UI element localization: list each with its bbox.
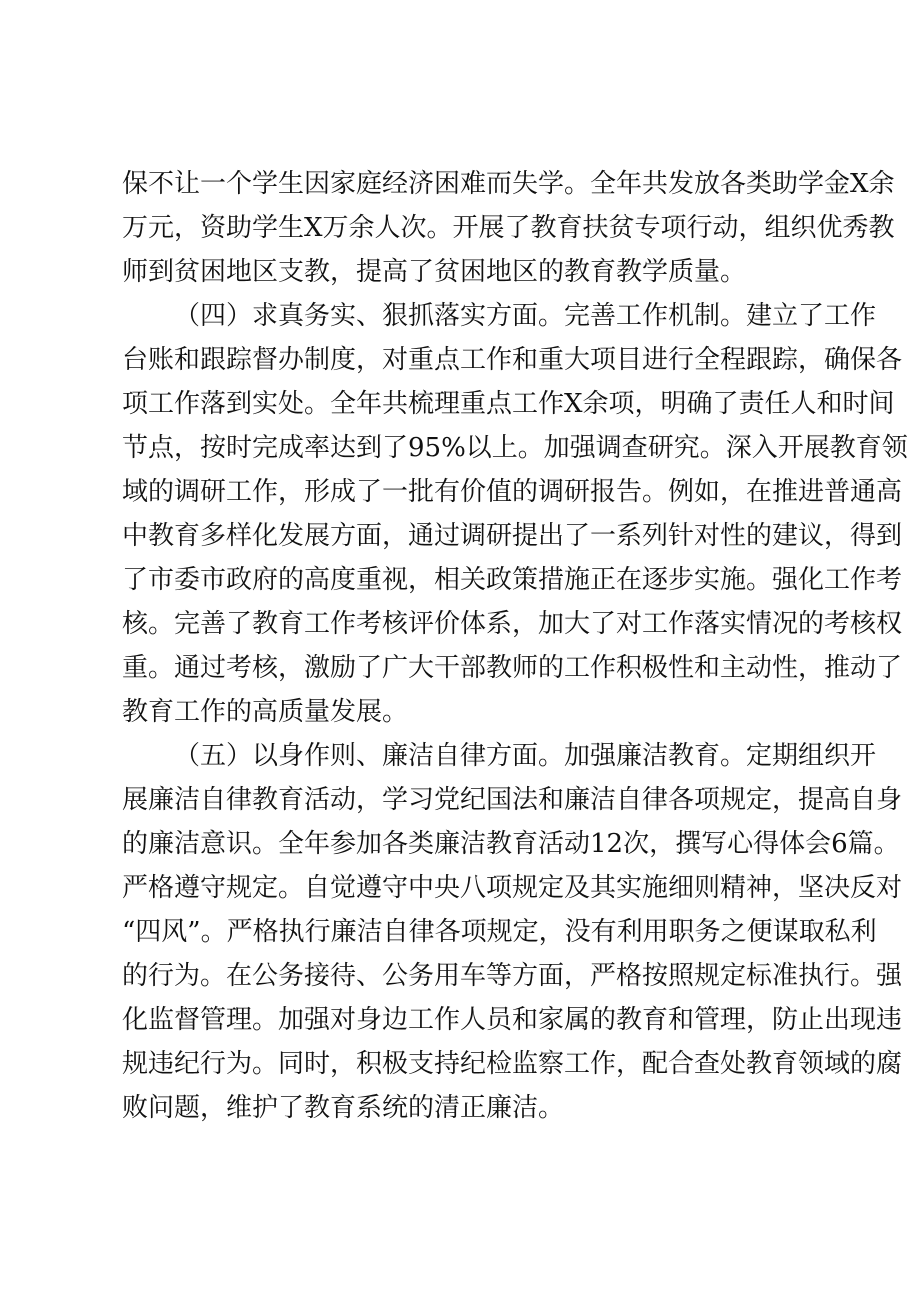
body-text-line: 师到贫困地区支教，提高了贫困地区的教育教学质量。 — [122, 257, 747, 287]
body-text-line: 展廉洁自律教育活动，学习党纪国法和廉洁自律各项规定，提高自身 — [122, 785, 903, 815]
section-heading-4: （四）求真务实、狠抓落实方面。完善工作机制。建立了工作 — [174, 301, 877, 331]
body-text-line: 项工作落到实处。全年共梳理重点工作X余项，明确了责任人和时间 — [122, 389, 895, 419]
body-text-line: 中教育多样化发展方面，通过调研提出了一系列针对性的建议，得到 — [122, 521, 903, 551]
body-text-line: 核。完善了教育工作考核评价体系，加大了对工作落实情况的考核权 — [122, 609, 903, 639]
body-text-line: 严格遵守规定。自觉遵守中央八项规定及其实施细则精神，坚决反对 — [122, 873, 903, 903]
section-heading-5: （五）以身作则、廉洁自律方面。加强廉洁教育。定期组织开 — [174, 741, 877, 771]
body-text-line: 万元，资助学生X万余人次。开展了教育扶贫专项行动，组织优秀教 — [122, 213, 895, 243]
body-text-line: 域的调研工作，形成了一批有价值的调研报告。例如，在推进普通高 — [122, 477, 903, 507]
body-text-line: 的行为。在公务接待、公务用车等方面，严格按照规定标准执行。强 — [122, 961, 903, 991]
body-text-line: 的廉洁意识。全年参加各类廉洁教育活动12次，撰写心得体会6篇。 — [122, 829, 900, 859]
body-text-line: “四风”。严格执行廉洁自律各项规定，没有利用职务之便谋取私利 — [122, 917, 877, 947]
body-text-line: 化监督管理。加强对身边工作人员和家属的教育和管理，防止出现违 — [122, 1005, 903, 1035]
body-text-line: 重。通过考核，激励了广大干部教师的工作积极性和主动性，推动了 — [122, 653, 903, 683]
body-text-line: 败问题，维护了教育系统的清正廉洁。 — [122, 1093, 565, 1123]
body-text-line: 规违纪行为。同时，积极支持纪检监察工作，配合查处教育领域的腐 — [122, 1049, 903, 1079]
body-text-line: 节点，按时完成率达到了95%以上。加强调查研究。深入开展教育领 — [122, 433, 908, 463]
body-text-line: 台账和跟踪督办制度，对重点工作和重大项目进行全程跟踪，确保各 — [122, 345, 903, 375]
body-text-line: 教育工作的高质量发展。 — [122, 697, 409, 727]
body-text-line: 了市委市政府的高度重视，相关政策措施正在逐步实施。强化工作考 — [122, 565, 903, 595]
body-text-line: 保不让一个学生因家庭经济困难而失学。全年共发放各类助学金X余 — [122, 169, 895, 199]
